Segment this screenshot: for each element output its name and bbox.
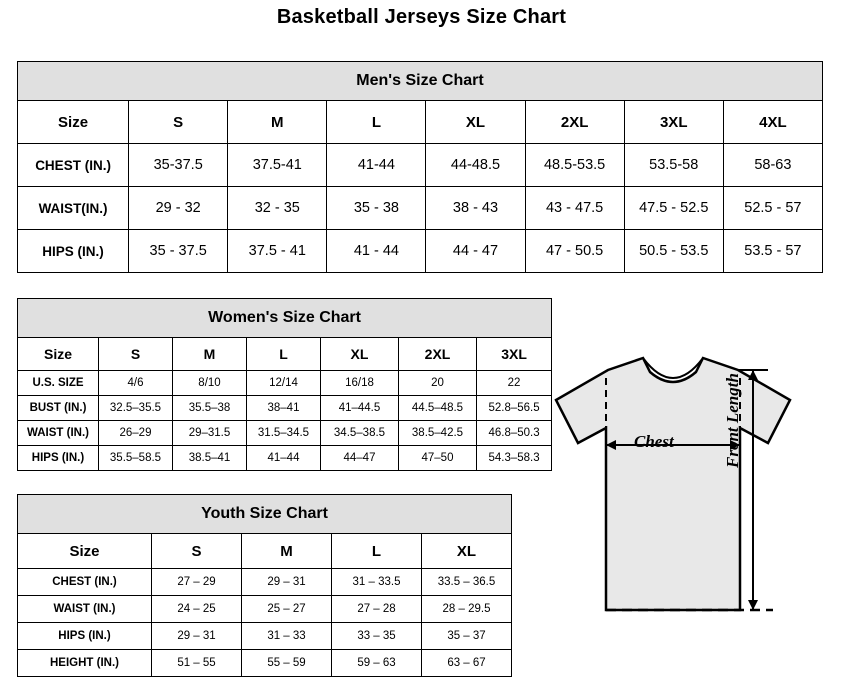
page-title: Basketball Jerseys Size Chart xyxy=(276,6,567,28)
table-cell: 44 - 47 xyxy=(426,230,525,273)
table-cell: 47 - 50.5 xyxy=(525,230,624,273)
table-cell: 35 - 37.5 xyxy=(129,230,228,273)
table-cell: 41–44 xyxy=(247,446,321,471)
table-cell: 38.5–41 xyxy=(173,446,247,471)
table-cell: 8/10 xyxy=(173,371,247,396)
table-cell: 50.5 - 53.5 xyxy=(624,230,723,273)
table-cell: 22 xyxy=(477,371,552,396)
table-cell: 31 – 33.5 xyxy=(332,569,422,596)
womens-size-chart-table xyxy=(17,298,552,471)
table-cell: 29 - 32 xyxy=(129,187,228,230)
column-header: Size xyxy=(18,101,129,144)
table-cell: 38 - 43 xyxy=(426,187,525,230)
table-cell: 32.5–35.5 xyxy=(99,396,173,421)
table-cell: 33 – 35 xyxy=(332,623,422,650)
table-cell: 43 - 47.5 xyxy=(525,187,624,230)
table-cell: 26–29 xyxy=(99,421,173,446)
table-cell: 29 – 31 xyxy=(152,623,242,650)
column-header: 2XL xyxy=(525,101,624,144)
table-cell: 25 – 27 xyxy=(242,596,332,623)
table-cell: 38–41 xyxy=(247,396,321,421)
table-cell: 41 - 44 xyxy=(327,230,426,273)
table-cell: 35-37.5 xyxy=(129,144,228,187)
table-heading-row xyxy=(18,62,823,101)
table-header-row xyxy=(18,338,552,371)
row-label: WAIST(IN.) xyxy=(18,187,129,230)
womens-chart-heading: Women's Size Chart xyxy=(18,299,552,338)
column-header: S xyxy=(129,101,228,144)
table-row xyxy=(18,187,823,230)
table-cell: 16/18 xyxy=(321,371,399,396)
column-header: XL xyxy=(426,101,525,144)
table-cell: 41-44 xyxy=(327,144,426,187)
table-cell: 51 – 55 xyxy=(152,650,242,677)
row-label: WAIST (IN.) xyxy=(18,596,152,623)
table-cell: 59 – 63 xyxy=(332,650,422,677)
column-header: L xyxy=(247,338,321,371)
table-cell: 27 – 29 xyxy=(152,569,242,596)
front-length-arrow-bottom xyxy=(748,600,758,610)
table-cell: 35 – 37 xyxy=(422,623,512,650)
column-header: Size xyxy=(18,534,152,569)
shirt-illustration-icon xyxy=(548,348,838,658)
chest-label: Chest xyxy=(634,432,674,451)
table-cell: 12/14 xyxy=(247,371,321,396)
table-row xyxy=(18,650,512,677)
table-row xyxy=(18,144,823,187)
column-header: Size xyxy=(18,338,99,371)
table-cell: 33.5 – 36.5 xyxy=(422,569,512,596)
table-cell: 47.5 - 52.5 xyxy=(624,187,723,230)
column-header: 2XL xyxy=(399,338,477,371)
table-cell: 55 – 59 xyxy=(242,650,332,677)
table-cell: 44.5–48.5 xyxy=(399,396,477,421)
youth-chart-heading: Youth Size Chart xyxy=(18,495,512,534)
table-row xyxy=(18,230,823,273)
row-label: CHEST (IN.) xyxy=(18,144,129,187)
table-cell: 37.5-41 xyxy=(228,144,327,187)
column-header: XL xyxy=(422,534,512,569)
shirt-outline xyxy=(556,358,790,610)
shirt-measurement-diagram xyxy=(548,348,838,658)
column-header: 3XL xyxy=(624,101,723,144)
youth-size-chart-table xyxy=(17,494,512,677)
table-cell: 35 - 38 xyxy=(327,187,426,230)
table-cell: 52.5 - 57 xyxy=(723,187,822,230)
table-cell: 32 - 35 xyxy=(228,187,327,230)
row-label: HIPS (IN.) xyxy=(18,623,152,650)
table-cell: 29 – 31 xyxy=(242,569,332,596)
column-header: S xyxy=(152,534,242,569)
table-cell: 53.5-58 xyxy=(624,144,723,187)
table-cell: 44-48.5 xyxy=(426,144,525,187)
table-heading-row xyxy=(18,299,552,338)
table-cell: 31.5–34.5 xyxy=(247,421,321,446)
front-length-arrow-top xyxy=(748,370,758,380)
table-cell: 29–31.5 xyxy=(173,421,247,446)
table-row xyxy=(18,623,512,650)
table-cell: 46.8–50.3 xyxy=(477,421,552,446)
table-cell: 47–50 xyxy=(399,446,477,471)
table-cell: 35.5–58.5 xyxy=(99,446,173,471)
table-cell: 31 – 33 xyxy=(242,623,332,650)
table-heading-row xyxy=(18,495,512,534)
table-row xyxy=(18,421,552,446)
table-row xyxy=(18,446,552,471)
table-cell: 37.5 - 41 xyxy=(228,230,327,273)
table-cell: 24 – 25 xyxy=(152,596,242,623)
table-cell: 20 xyxy=(399,371,477,396)
table-cell: 53.5 - 57 xyxy=(723,230,822,273)
table-row xyxy=(18,596,512,623)
column-header: M xyxy=(173,338,247,371)
row-label: WAIST (IN.) xyxy=(18,421,99,446)
row-label: CHEST (IN.) xyxy=(18,569,152,596)
table-row xyxy=(18,371,552,396)
row-label: HIPS (IN.) xyxy=(18,446,99,471)
table-cell: 63 – 67 xyxy=(422,650,512,677)
table-cell: 41–44.5 xyxy=(321,396,399,421)
table-cell: 4/6 xyxy=(99,371,173,396)
column-header: L xyxy=(327,101,426,144)
column-header: M xyxy=(228,101,327,144)
column-header: XL xyxy=(321,338,399,371)
table-row xyxy=(18,396,552,421)
table-cell: 35.5–38 xyxy=(173,396,247,421)
table-cell: 34.5–38.5 xyxy=(321,421,399,446)
table-header-row xyxy=(18,101,823,144)
column-header: S xyxy=(99,338,173,371)
column-header: 3XL xyxy=(477,338,552,371)
table-cell: 27 – 28 xyxy=(332,596,422,623)
table-cell: 38.5–42.5 xyxy=(399,421,477,446)
row-label: U.S. SIZE xyxy=(18,371,99,396)
table-cell: 48.5-53.5 xyxy=(525,144,624,187)
table-cell: 54.3–58.3 xyxy=(477,446,552,471)
table-cell: 28 – 29.5 xyxy=(422,596,512,623)
mens-size-chart-table xyxy=(17,61,823,273)
table-row xyxy=(18,569,512,596)
column-header: M xyxy=(242,534,332,569)
column-header: 4XL xyxy=(723,101,822,144)
table-cell: 52.8–56.5 xyxy=(477,396,552,421)
mens-chart-heading: Men's Size Chart xyxy=(18,62,823,101)
column-header: L xyxy=(332,534,422,569)
row-label: BUST (IN.) xyxy=(18,396,99,421)
table-cell: 44–47 xyxy=(321,446,399,471)
table-cell: 58-63 xyxy=(723,144,822,187)
front-length-label: Front Length xyxy=(723,373,742,468)
row-label: HEIGHT (IN.) xyxy=(18,650,152,677)
row-label: HIPS (IN.) xyxy=(18,230,129,273)
table-header-row xyxy=(18,534,512,569)
